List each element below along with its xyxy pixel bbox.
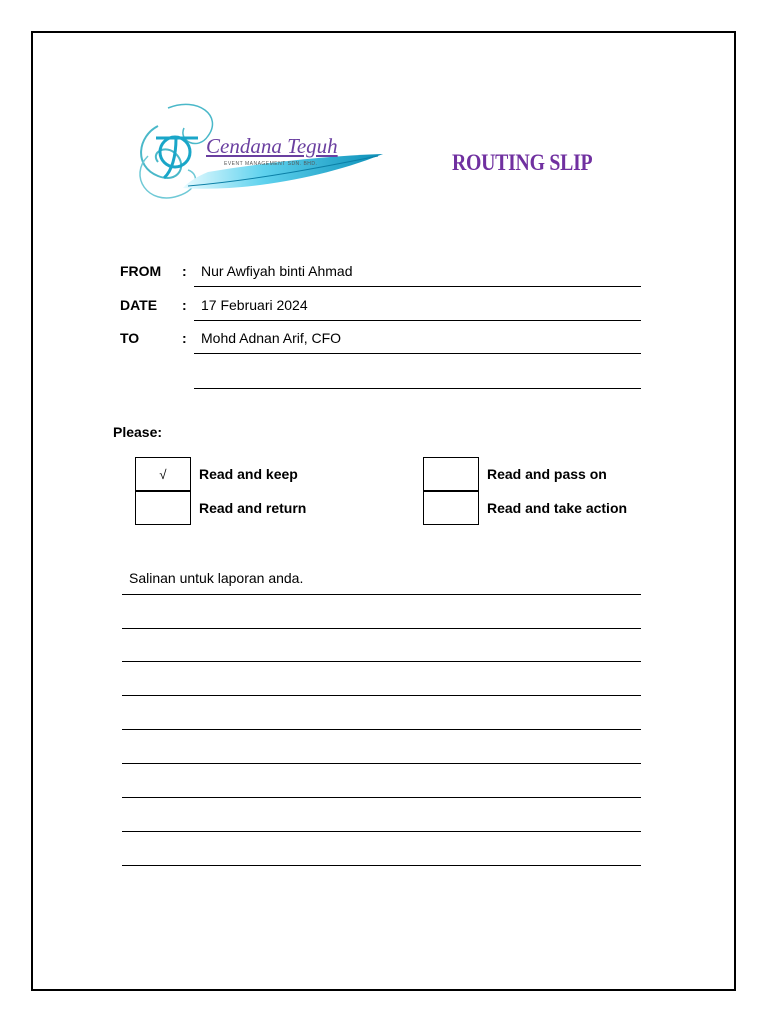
to-label: TO [120, 330, 140, 346]
option-read-and-keep: Read and keep [199, 466, 298, 482]
option-read-and-pass-on: Read and pass on [487, 466, 607, 482]
from-value: Nur Awfiyah binti Ahmad [201, 263, 353, 279]
to-value: Mohd Adnan Arif, CFO [201, 330, 342, 346]
from-underline [194, 286, 641, 287]
remark-line [122, 594, 641, 595]
checkbox-read-and-take-action[interactable] [423, 491, 479, 525]
check-mark-icon: √ [159, 466, 167, 482]
to-underline [194, 353, 641, 354]
option-read-and-take-action: Read and take action [487, 500, 628, 516]
page-title: ROUTING SLIP [452, 150, 593, 175]
from-colon: : [182, 263, 187, 279]
remark-line [122, 628, 641, 629]
checkbox-read-and-keep[interactable] [135, 457, 191, 491]
to-colon: : [182, 330, 187, 346]
company-logo [128, 96, 388, 208]
logo-tagline-text: EVENT MANAGEMENT SDN. BHD. [224, 161, 318, 167]
remark-line [122, 831, 641, 832]
date-label: DATE [120, 297, 158, 313]
date-underline [194, 320, 641, 321]
remark-line [122, 865, 641, 866]
logo-brand-text: Cendana Teguh [206, 134, 338, 158]
checkbox-read-and-pass-on[interactable] [423, 457, 479, 491]
remarks-text: Salinan untuk laporan anda. [129, 570, 304, 586]
date-value: 17 Februari 2024 [201, 297, 308, 313]
from-label: FROM [120, 263, 162, 279]
remark-line [122, 695, 641, 696]
to-extra-underline [194, 388, 641, 389]
remark-line [122, 797, 641, 798]
date-colon: : [182, 297, 187, 313]
remark-line [122, 661, 641, 662]
please-heading: Please: [113, 424, 163, 440]
remark-line [122, 763, 641, 764]
remark-line [122, 729, 641, 730]
option-read-and-return: Read and return [199, 500, 307, 516]
checkbox-read-and-return[interactable] [135, 491, 191, 525]
